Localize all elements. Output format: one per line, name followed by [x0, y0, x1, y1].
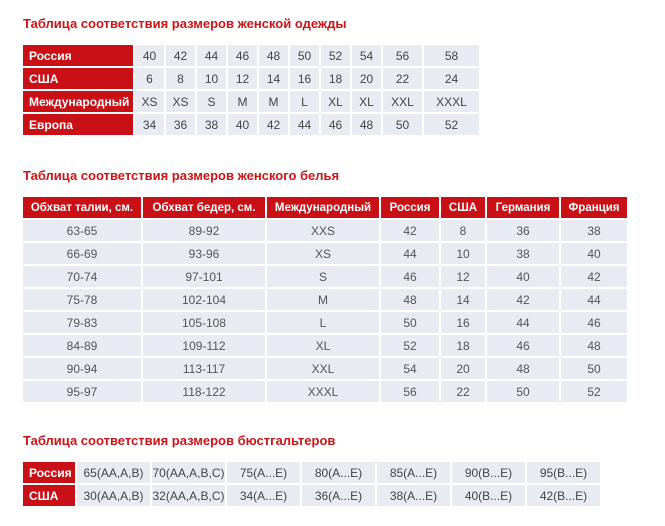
row-header: Россия	[23, 45, 133, 66]
table-cell: 85(A...E)	[377, 462, 450, 483]
table-row	[23, 68, 479, 89]
table-cell: 10	[197, 68, 226, 89]
table-cell: 44	[381, 243, 439, 264]
table-cell: XXXL	[424, 91, 479, 112]
table-cell: 48	[487, 358, 559, 379]
table-cell: 65(AA,A,B)	[77, 462, 150, 483]
table-cell: 95(B...E)	[527, 462, 600, 483]
column-header: Германия	[487, 197, 559, 218]
table-cell: 90-94	[23, 358, 141, 379]
table-cell: S	[197, 91, 226, 112]
table-cell: L	[290, 91, 319, 112]
table-cell: 46	[228, 45, 257, 66]
table-cell: 109-112	[143, 335, 265, 356]
table-cell: 89-92	[143, 220, 265, 241]
row-header: США	[23, 485, 75, 506]
row-header: США	[23, 68, 133, 89]
table-row	[23, 289, 627, 310]
table-cell: 54	[352, 45, 381, 66]
clothing-size-title: Таблица соответствия размеров женской одежды	[23, 16, 347, 31]
table-cell: L	[267, 312, 379, 333]
table-cell: 102-104	[143, 289, 265, 310]
table-row	[23, 485, 600, 506]
table-cell: 42	[487, 289, 559, 310]
table-cell: 113-117	[143, 358, 265, 379]
table-cell: 44	[197, 45, 226, 66]
lingerie-size-table	[21, 195, 629, 404]
table-cell: 46	[381, 266, 439, 287]
table-cell: 30(AA,A,B)	[77, 485, 150, 506]
table-cell: 24	[424, 68, 479, 89]
table-cell: 8	[441, 220, 485, 241]
table-header-row	[23, 197, 627, 218]
table-cell: 90(B...E)	[452, 462, 525, 483]
table-row	[23, 243, 627, 264]
table-cell: 14	[259, 68, 288, 89]
table-cell: 18	[441, 335, 485, 356]
table-cell: XXL	[383, 91, 422, 112]
table-cell: 38	[487, 243, 559, 264]
table-cell: XS	[166, 91, 195, 112]
table-cell: 36	[487, 220, 559, 241]
table-cell: 34(A...E)	[227, 485, 300, 506]
table-cell: 56	[381, 381, 439, 402]
bra-size-table	[21, 460, 602, 508]
table-cell: 97-101	[143, 266, 265, 287]
table-cell: 70(AA,A,B,C)	[152, 462, 225, 483]
table-row	[23, 45, 479, 66]
table-cell: 56	[383, 45, 422, 66]
table-cell: 40	[487, 266, 559, 287]
table-cell: 20	[441, 358, 485, 379]
table-cell: S	[267, 266, 379, 287]
table-cell: M	[267, 289, 379, 310]
table-cell: 44	[561, 289, 627, 310]
table-cell: 40	[228, 114, 257, 135]
column-header: Россия	[381, 197, 439, 218]
table-cell: 42(B...E)	[527, 485, 600, 506]
table-cell: 93-96	[143, 243, 265, 264]
table-cell: 44	[290, 114, 319, 135]
table-cell: 42	[259, 114, 288, 135]
table-cell: 12	[228, 68, 257, 89]
table-cell: 44	[487, 312, 559, 333]
table-row	[23, 91, 479, 112]
table-cell: 95-97	[23, 381, 141, 402]
table-cell: 50	[383, 114, 422, 135]
table-cell: 105-108	[143, 312, 265, 333]
table-cell: 12	[441, 266, 485, 287]
table-row	[23, 462, 600, 483]
table-cell: 48	[352, 114, 381, 135]
column-header: Международный	[267, 197, 379, 218]
table-cell: 80(A...E)	[302, 462, 375, 483]
table-cell: 42	[166, 45, 195, 66]
table-cell: XL	[267, 335, 379, 356]
table-cell: 46	[561, 312, 627, 333]
table-cell: 52	[321, 45, 350, 66]
table-cell: 66-69	[23, 243, 141, 264]
table-row	[23, 381, 627, 402]
table-cell: 84-89	[23, 335, 141, 356]
table-cell: 52	[424, 114, 479, 135]
table-cell: 38(A...E)	[377, 485, 450, 506]
table-cell: 58	[424, 45, 479, 66]
row-header: Россия	[23, 462, 75, 483]
table-cell: 42	[561, 266, 627, 287]
table-cell: XXL	[267, 358, 379, 379]
table-cell: XL	[321, 91, 350, 112]
table-cell: 16	[290, 68, 319, 89]
table-cell: 40	[561, 243, 627, 264]
table-cell: 18	[321, 68, 350, 89]
table-cell: 50	[290, 45, 319, 66]
table-row	[23, 266, 627, 287]
table-cell: 42	[381, 220, 439, 241]
table-cell: 40	[135, 45, 164, 66]
table-cell: XXS	[267, 220, 379, 241]
table-cell: 10	[441, 243, 485, 264]
table-cell: 20	[352, 68, 381, 89]
table-cell: 48	[561, 335, 627, 356]
table-cell: 75-78	[23, 289, 141, 310]
table-cell: 50	[381, 312, 439, 333]
table-cell: M	[228, 91, 257, 112]
clothing-size-table	[21, 43, 481, 137]
table-cell: 63-65	[23, 220, 141, 241]
table-cell: XS	[135, 91, 164, 112]
table-cell: 16	[441, 312, 485, 333]
table-cell: 32(AA,A,B,C)	[152, 485, 225, 506]
table-row	[23, 358, 627, 379]
table-cell: 48	[259, 45, 288, 66]
table-row	[23, 335, 627, 356]
table-cell: 38	[561, 220, 627, 241]
table-cell: 34	[135, 114, 164, 135]
table-cell: 75(A...E)	[227, 462, 300, 483]
column-header: Обхват талии, см.	[23, 197, 141, 218]
table-cell: 46	[321, 114, 350, 135]
table-cell: 50	[487, 381, 559, 402]
table-cell: 38	[197, 114, 226, 135]
table-cell: M	[259, 91, 288, 112]
table-cell: 54	[381, 358, 439, 379]
table-cell: 70-74	[23, 266, 141, 287]
table-row	[23, 114, 479, 135]
table-cell: 36	[166, 114, 195, 135]
table-cell: 22	[383, 68, 422, 89]
table-cell: 14	[441, 289, 485, 310]
table-cell: 40(B...E)	[452, 485, 525, 506]
table-row	[23, 312, 627, 333]
column-header: США	[441, 197, 485, 218]
column-header: Франция	[561, 197, 627, 218]
table-cell: 22	[441, 381, 485, 402]
table-cell: 50	[561, 358, 627, 379]
table-cell: 6	[135, 68, 164, 89]
table-cell: 36(A...E)	[302, 485, 375, 506]
table-cell: 52	[561, 381, 627, 402]
table-cell: XS	[267, 243, 379, 264]
table-cell: 118-122	[143, 381, 265, 402]
table-cell: 52	[381, 335, 439, 356]
table-cell: 46	[487, 335, 559, 356]
row-header: Международный	[23, 91, 133, 112]
lingerie-size-title: Таблица соответствия размеров женского белья	[23, 168, 340, 183]
table-cell: XXXL	[267, 381, 379, 402]
column-header: Обхват бедер, см.	[143, 197, 265, 218]
table-cell: XL	[352, 91, 381, 112]
table-row	[23, 220, 627, 241]
table-cell: 79-83	[23, 312, 141, 333]
bra-size-title: Таблица соответствия размеров бюстгальтеров	[23, 433, 336, 448]
row-header: Европа	[23, 114, 133, 135]
table-cell: 8	[166, 68, 195, 89]
table-cell: 48	[381, 289, 439, 310]
